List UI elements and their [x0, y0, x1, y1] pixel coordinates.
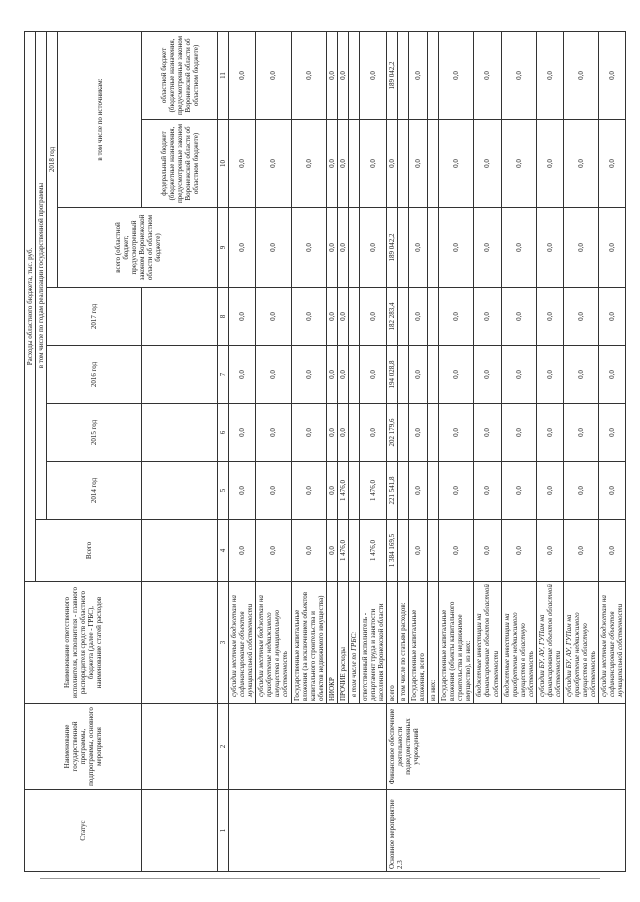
colnum: 9: [218, 208, 229, 288]
expense-item-label: в том числе по ГРБС:: [348, 582, 359, 704]
amount-cell: 0,0: [599, 462, 626, 520]
amount-cell: 0,0: [599, 120, 626, 208]
amount-cell: 0,0: [326, 346, 337, 404]
amount-cell: 0,0: [291, 31, 326, 119]
amount-cell: 0,0: [536, 462, 563, 520]
colnum: 1: [218, 790, 229, 872]
amount-cell: 189 042,2: [386, 31, 397, 119]
amount-cell: 0,0: [536, 346, 563, 404]
amount-cell: 1 476,0: [359, 520, 386, 582]
amount-cell: 0,0: [256, 120, 291, 208]
amount-cell: 0,0: [229, 462, 256, 520]
amount-cell: 0,0: [599, 288, 626, 346]
amount-cell: 0,0: [439, 462, 474, 520]
amount-cell: 0,0: [439, 120, 474, 208]
executor-header: Наименование ответственного исполнителя, исполнителя - главного распорядителя средств областного бюджета (далее - ГРБС), наименование статей расходов: [25, 582, 142, 704]
amount-cell: 0,0: [409, 208, 428, 288]
amount-cell: [398, 31, 409, 119]
year-2016-header: 2016 год: [47, 346, 142, 404]
amount-cell: 0,0: [256, 288, 291, 346]
amount-cell: 0,0: [326, 120, 337, 208]
amount-cell: 0,0: [359, 31, 386, 119]
amount-cell: 0,0: [291, 346, 326, 404]
amount-cell: 0,0: [337, 346, 348, 404]
colnum: 8: [218, 288, 229, 346]
amount-cell: 0,0: [439, 208, 474, 288]
amount-cell: 0,0: [536, 288, 563, 346]
total-header: Всего: [36, 520, 142, 582]
amount-cell: 0,0: [337, 208, 348, 288]
amount-cell: [428, 288, 439, 346]
amount-cell: 0,0: [359, 288, 386, 346]
amount-cell: [428, 208, 439, 288]
amount-cell: [348, 346, 359, 404]
amount-cell: [348, 120, 359, 208]
amount-cell: [398, 208, 409, 288]
amount-cell: 0,0: [474, 288, 501, 346]
amount-cell: [428, 346, 439, 404]
amount-cell: 0,0: [326, 462, 337, 520]
amount-cell: 0,0: [563, 31, 598, 119]
amount-cell: 0,0: [291, 120, 326, 208]
amount-cell: 0,0: [229, 288, 256, 346]
table-row: [229, 31, 256, 871]
amount-cell: 0,0: [409, 462, 428, 520]
amount-cell: 0,0: [291, 462, 326, 520]
expense-item-label: Государственные капитальные вложения (объекты капитального строительства и недвижимое имущество), из них:: [439, 582, 474, 704]
amount-cell: 0,0: [474, 208, 501, 288]
amount-cell: [398, 120, 409, 208]
amount-cell: 0,0: [501, 346, 536, 404]
year-2017-header: 2017 год: [47, 288, 142, 346]
program-name-header: Наименование государственной программы, подпрограммы, основного мероприятия: [25, 704, 142, 790]
amount-cell: 0,0: [439, 520, 474, 582]
amount-cell: 0,0: [599, 31, 626, 119]
amount-cell: [428, 520, 439, 582]
amount-cell: 0,0: [536, 404, 563, 462]
expense-item-label: из них:: [428, 582, 439, 704]
amount-cell: 0,0: [256, 404, 291, 462]
amount-cell: 0,0: [326, 288, 337, 346]
amount-cell: 0,0: [337, 31, 348, 119]
amount-cell: 0,0: [326, 208, 337, 288]
amount-cell: [428, 120, 439, 208]
amount-cell: 0,0: [229, 31, 256, 119]
amount-cell: 0,0: [256, 346, 291, 404]
year-2018-header: 2018 год: [47, 31, 58, 287]
amount-cell: 0,0: [563, 288, 598, 346]
amount-cell: 0,0: [474, 404, 501, 462]
amount-cell: 0,0: [337, 120, 348, 208]
amount-cell: 0,0: [326, 520, 337, 582]
amount-cell: 0,0: [409, 404, 428, 462]
expense-item-label: субсидии местным бюджетам на софинансирование объектов муниципальной собственности: [599, 582, 626, 704]
amount-cell: 0,0: [337, 288, 348, 346]
amount-cell: 0,0: [291, 404, 326, 462]
bottom-rule: [40, 878, 600, 879]
amount-cell: 0,0: [326, 404, 337, 462]
amount-cell: 0,0: [337, 404, 348, 462]
table-row: [386, 31, 397, 871]
expense-item-label: субсидии местным бюджетам на софинансирование объектов муниципальной собственности: [229, 582, 256, 704]
amount-cell: 0,0: [501, 31, 536, 119]
amount-cell: 0,0: [439, 288, 474, 346]
amount-cell: 0,0: [563, 404, 598, 462]
amount-cell: 0,0: [474, 120, 501, 208]
amount-cell: 0,0: [409, 346, 428, 404]
amount-cell: 0,0: [291, 208, 326, 288]
incl-sources-header: в том числе по источникам:: [58, 31, 142, 207]
colnum: 6: [218, 404, 229, 462]
amount-cell: [398, 520, 409, 582]
expense-item-label: бюджетные инвестиции на финансирование объектов областной собственности: [474, 582, 501, 704]
amount-cell: 0,0: [409, 120, 428, 208]
amount-cell: 0,0: [291, 520, 326, 582]
amount-cell: 0,0: [359, 346, 386, 404]
expense-item-label: субсидии БУ, АУ, ГУПам на приобретение недвижимого имущества в областную собственность: [563, 582, 598, 704]
amount-cell: 0,0: [359, 404, 386, 462]
amount-cell: 0,0: [229, 404, 256, 462]
amount-cell: 0,0: [256, 31, 291, 119]
amount-cell: 189 042,2: [386, 208, 397, 288]
expense-item-label: всего: [386, 582, 397, 704]
expense-item-label: бюджетные инвестиции на приобретение недвижимого имущества в областную собственность: [501, 582, 536, 704]
amount-cell: 0,0: [599, 208, 626, 288]
amount-cell: 0,0: [536, 120, 563, 208]
amount-cell: [348, 520, 359, 582]
amount-cell: 0,0: [409, 31, 428, 119]
amount-cell: 0,0: [439, 404, 474, 462]
amount-cell: 0,0: [439, 346, 474, 404]
amount-cell: 0,0: [256, 208, 291, 288]
years-title: в том числе по годам реализации государственной программы: [36, 31, 47, 519]
amount-cell: 194 028,8: [386, 346, 397, 404]
amount-cell: 0,0: [563, 462, 598, 520]
expense-item-label: субсидии местным бюджетам на приобретение недвижимого имущества в муниципальную собственность: [256, 582, 291, 704]
column-numbers-row: [218, 31, 229, 871]
amount-cell: [398, 288, 409, 346]
amount-cell: 0,0: [501, 462, 536, 520]
colnum: 5: [218, 462, 229, 520]
program-name-cell: Финансовое обеспечение деятельности подведомственных учреждений: [386, 704, 625, 790]
amount-cell: [348, 462, 359, 520]
program-cell-empty: [229, 704, 387, 790]
amount-cell: 0,0: [501, 520, 536, 582]
budget-table-sheet: [24, 32, 625, 872]
amount-cell: 1 384 169,5: [386, 520, 397, 582]
amount-cell: 0,0: [439, 31, 474, 119]
all-incl-header: всего (областной бюджет, предусмотренный законом Воронежской области об областном бюджете): [58, 208, 218, 288]
amount-cell: 0,0: [536, 208, 563, 288]
amount-cell: 0,0: [501, 120, 536, 208]
amount-cell: [398, 462, 409, 520]
amount-cell: 0,0: [474, 346, 501, 404]
amount-cell: [428, 31, 439, 119]
amount-cell: 0,0: [501, 288, 536, 346]
amount-cell: 0,0: [359, 208, 386, 288]
amount-cell: 182 283,4: [386, 288, 397, 346]
year-2015-header: 2015 год: [47, 404, 142, 462]
amount-cell: 0,0: [409, 288, 428, 346]
amount-cell: 0,0: [599, 346, 626, 404]
colnum: 11: [218, 31, 229, 119]
budget-table: [24, 31, 626, 872]
amount-cell: 0,0: [474, 520, 501, 582]
colnum: 10: [218, 120, 229, 208]
expense-item-label: ответственный исполнитель - департамент труда и занятости населения Воронежской области: [359, 582, 386, 704]
amount-cell: 0,0: [359, 120, 386, 208]
amount-cell: 1 476,0: [337, 462, 348, 520]
status-cell-empty: [229, 790, 387, 872]
amount-cell: 0,0: [536, 520, 563, 582]
amount-cell: [398, 404, 409, 462]
amount-cell: 0,0: [599, 404, 626, 462]
amount-cell: 202 179,6: [386, 404, 397, 462]
federal-header: федеральный бюджет (бюджетные назначения, предусмотренные законом Воронежской области об областном бюджете): [142, 120, 218, 208]
colnum: 4: [218, 520, 229, 582]
colnum: 7: [218, 346, 229, 404]
status-header: Статус: [25, 790, 142, 872]
amount-cell: [348, 31, 359, 119]
amount-cell: 1 476,0: [337, 520, 348, 582]
amount-cell: 0,0: [229, 346, 256, 404]
colnum: 3: [218, 582, 229, 704]
amount-cell: 221 541,8: [386, 462, 397, 520]
amount-cell: [348, 288, 359, 346]
expense-item-label: Государственные капитальные вложения (за исключением объектов капитального строительства и объектов недвижимого имущества): [291, 582, 326, 704]
status-cell: Основное мероприятие 2.3: [386, 790, 625, 872]
expense-item-label: субсидии БУ, АУ, ГУПам на финансирование объектов областной собственности: [536, 582, 563, 704]
amount-cell: 0,0: [291, 288, 326, 346]
amount-cell: 0,0: [229, 208, 256, 288]
amount-cell: 0,0: [501, 208, 536, 288]
amount-cell: 0,0: [409, 520, 428, 582]
amount-cell: 0,0: [229, 120, 256, 208]
amount-cell: 0,0: [474, 31, 501, 119]
amount-cell: 0,0: [563, 520, 598, 582]
amount-cell: 0,0: [326, 31, 337, 119]
amount-cell: 0,0: [501, 404, 536, 462]
amount-cell: 0,0: [386, 120, 397, 208]
amount-cell: [348, 404, 359, 462]
amount-cell: 0,0: [474, 462, 501, 520]
amount-cell: 0,0: [563, 346, 598, 404]
regional-header: областной бюджет (бюджетные назначения, предусмотренные законом Воронежской области об областном бюджете): [142, 31, 218, 119]
expense-item-label: Государственные капитальные вложения, всего: [409, 582, 428, 704]
amount-cell: 0,0: [599, 520, 626, 582]
expense-item-label: ПРОЧИЕ расходы: [337, 582, 348, 704]
amount-cell: 1 476,0: [359, 462, 386, 520]
amount-cell: [398, 346, 409, 404]
amount-cell: 0,0: [256, 520, 291, 582]
amount-cell: [428, 462, 439, 520]
amount-cell: [348, 208, 359, 288]
expense-item-label: НИОКР: [326, 582, 337, 704]
amount-cell: 0,0: [563, 208, 598, 288]
colnum: 2: [218, 704, 229, 790]
amount-cell: 0,0: [229, 520, 256, 582]
amount-cell: 0,0: [256, 462, 291, 520]
expense-item-label: в том числе по статьям расходов:: [398, 582, 409, 704]
amount-cell: 0,0: [536, 31, 563, 119]
amount-cell: [428, 404, 439, 462]
year-2014-header: 2014 год: [47, 462, 142, 520]
expenses-title: Расходы областного бюджета, тыс. руб.: [25, 31, 36, 581]
amount-cell: 0,0: [563, 120, 598, 208]
